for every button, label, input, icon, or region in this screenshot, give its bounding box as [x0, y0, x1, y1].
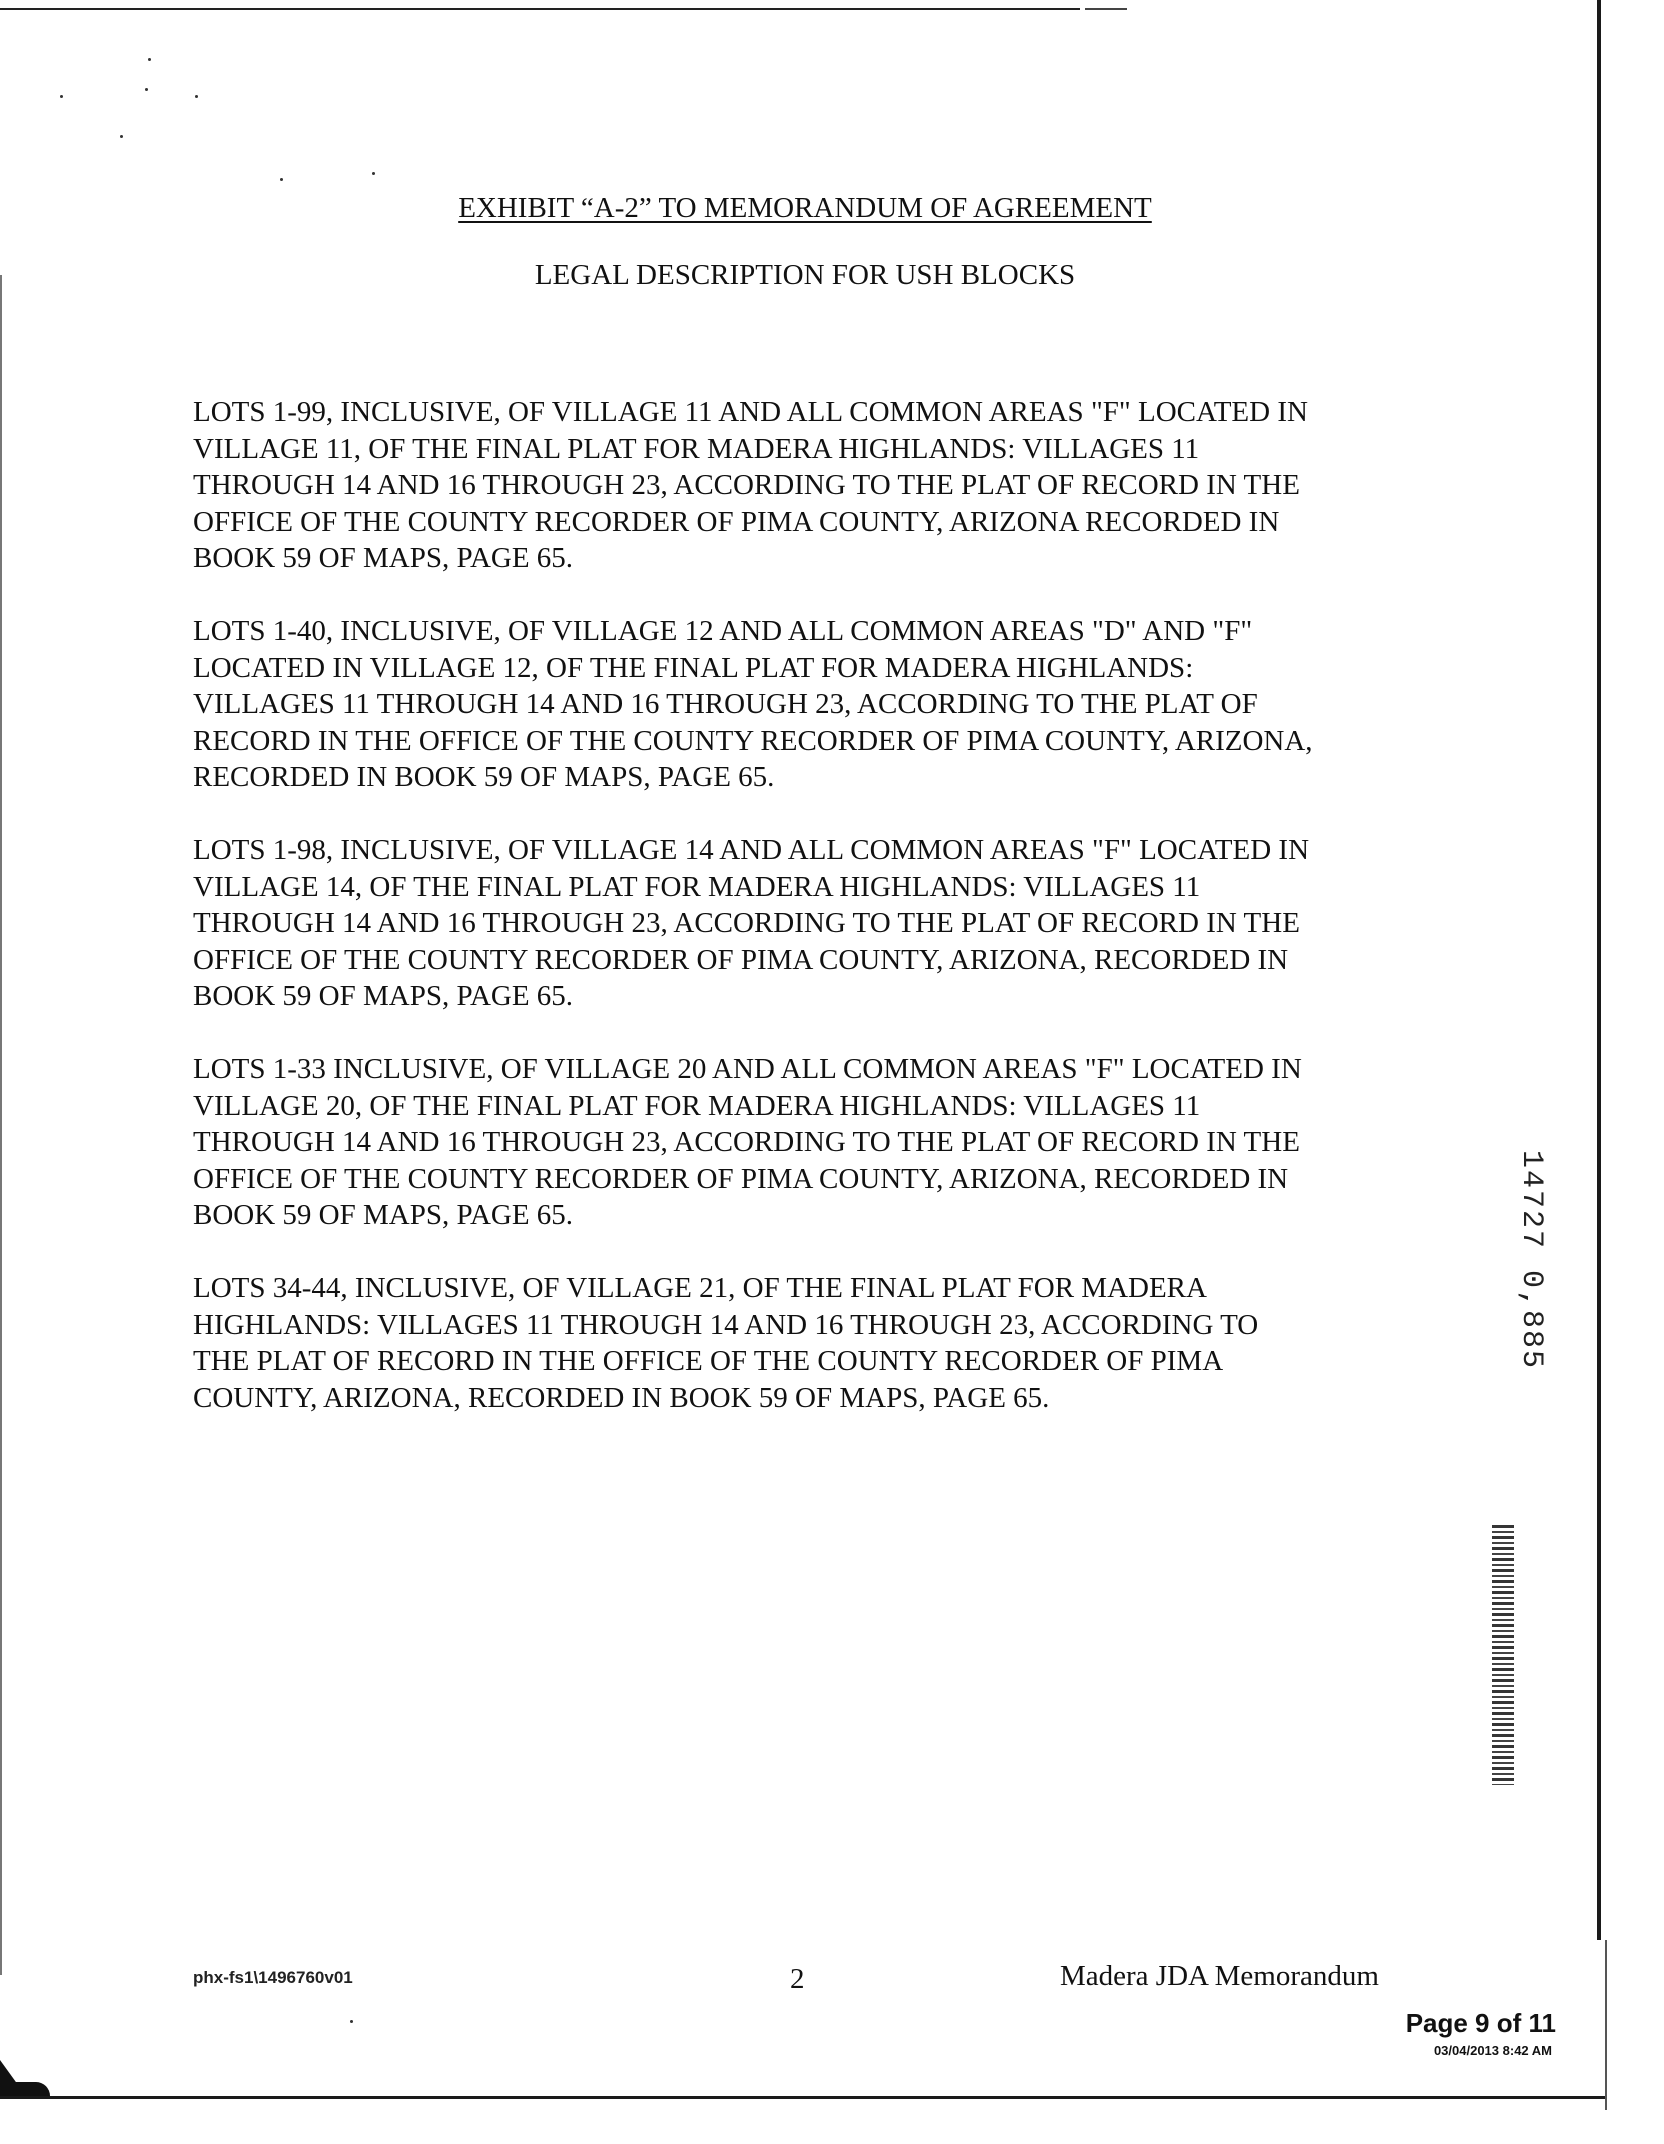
scan-top-dash [1085, 8, 1127, 10]
legal-description-body [193, 394, 1433, 1416]
scan-speck [60, 95, 63, 98]
paragraph-line: VILLAGE 20, OF THE FINAL PLAT FOR MADERA HIGHLANDS: VILLAGES 11 [193, 1089, 1201, 1122]
side-barcode [1492, 1525, 1514, 1785]
scan-corner-mark-tail [10, 2082, 50, 2096]
lot-description-paragraph [193, 1051, 1433, 1234]
paragraph-line: RECORDED IN BOOK 59 OF MAPS, PAGE 65. [193, 761, 775, 793]
page-counter: Page 9 of 11 [1405, 2008, 1556, 2038]
recording-number-stamp: 14727 0,885 [1514, 1150, 1548, 1371]
scan-speck [372, 172, 375, 175]
paragraph-line: RECORD IN THE OFFICE OF THE COUNTY RECORDER OF PIMA COUNTY, ARIZONA, [193, 724, 1313, 757]
paragraph-line: VILLAGES 11 THROUGH 14 AND 16 THROUGH 23, ACCORDING TO THE PLAT OF [193, 688, 1258, 720]
scan-speck [148, 58, 151, 61]
scan-left-edge [0, 275, 2, 1975]
scan-bottom-line [0, 2096, 1605, 2099]
paragraph-line: LOTS 1-98, INCLUSIVE, OF VILLAGE 14 AND ALL COMMON AREAS "F" LOCATED IN [193, 834, 1310, 866]
scan-speck [350, 2020, 353, 2023]
paragraph-line: LOTS 1-33 INCLUSIVE, OF VILLAGE 20 AND ALL COMMON AREAS "F" LOCATED IN [193, 1053, 1302, 1085]
paragraph-line: LOCATED IN VILLAGE 12, OF THE FINAL PLAT FOR MADERA HIGHLANDS: [193, 651, 1194, 684]
paragraph-line: OFFICE OF THE COUNTY RECORDER OF PIMA COUNTY, ARIZONA RECORDED IN [193, 505, 1280, 538]
paragraph-line: LOTS 34-44, INCLUSIVE, OF VILLAGE 21, OF THE FINAL PLAT FOR MADERA [193, 1272, 1207, 1304]
scan-top-line [0, 8, 1080, 10]
page-number: 2 [790, 1963, 805, 1995]
paragraph-line: VILLAGE 14, OF THE FINAL PLAT FOR MADERA HIGHLANDS: VILLAGES 11 [193, 870, 1201, 903]
document-id: phx-fs1\1496760v01 [193, 1968, 353, 1987]
paragraph-line: HIGHLANDS: VILLAGES 11 THROUGH 14 AND 16 THROUGH 23, ACCORDING TO [193, 1308, 1259, 1341]
paragraph-line: THE PLAT OF RECORD IN THE OFFICE OF THE COUNTY RECORDER OF PIMA [193, 1345, 1224, 1377]
lot-description-paragraph [193, 832, 1433, 1015]
scan-speck [120, 135, 123, 138]
scan-right-border-lower [1605, 1940, 1607, 2110]
lot-description-paragraph [193, 613, 1433, 796]
timestamp: 03/04/2013 8:42 AM [1433, 2043, 1552, 2058]
lot-description-paragraph [193, 394, 1433, 577]
legal-description-title: LEGAL DESCRIPTION FOR USH BLOCKS [534, 259, 1076, 291]
paragraph-line: THROUGH 14 AND 16 THROUGH 23, ACCORDING TO THE PLAT OF RECORD IN THE [193, 469, 1300, 501]
paragraph-line: OFFICE OF THE COUNTY RECORDER OF PIMA COUNTY, ARIZONA, RECORDED IN [193, 943, 1289, 976]
exhibit-title: EXHIBIT “A-2” TO MEMORANDUM OF AGREEMENT [458, 192, 1152, 224]
paragraph-line: BOOK 59 OF MAPS, PAGE 65. [193, 980, 574, 1012]
paragraph-line: LOTS 1-40, INCLUSIVE, OF VILLAGE 12 AND ALL COMMON AREAS "D" AND "F" [193, 615, 1253, 647]
paragraph-line: BOOK 59 OF MAPS, PAGE 65. [193, 542, 574, 574]
scan-speck [145, 88, 148, 91]
scan-speck [195, 95, 198, 98]
paragraph-line: VILLAGE 11, OF THE FINAL PLAT FOR MADERA HIGHLANDS: VILLAGES 11 [193, 432, 1200, 465]
scan-speck [280, 178, 283, 181]
paragraph-line: THROUGH 14 AND 16 THROUGH 23, ACCORDING TO THE PLAT OF RECORD IN THE [193, 907, 1300, 939]
paragraph-line: BOOK 59 OF MAPS, PAGE 65. [193, 1199, 574, 1231]
paragraph-line: THROUGH 14 AND 16 THROUGH 23, ACCORDING TO THE PLAT OF RECORD IN THE [193, 1126, 1300, 1158]
paragraph-line: COUNTY, ARIZONA, RECORDED IN BOOK 59 OF MAPS, PAGE 65. [193, 1381, 1050, 1414]
document-name: Madera JDA Memorandum [1060, 1960, 1379, 1992]
paragraph-line: OFFICE OF THE COUNTY RECORDER OF PIMA COUNTY, ARIZONA, RECORDED IN [193, 1162, 1289, 1195]
paragraph-line: LOTS 1-99, INCLUSIVE, OF VILLAGE 11 AND ALL COMMON AREAS "F" LOCATED IN [193, 396, 1308, 428]
lot-description-paragraph [193, 1270, 1433, 1416]
